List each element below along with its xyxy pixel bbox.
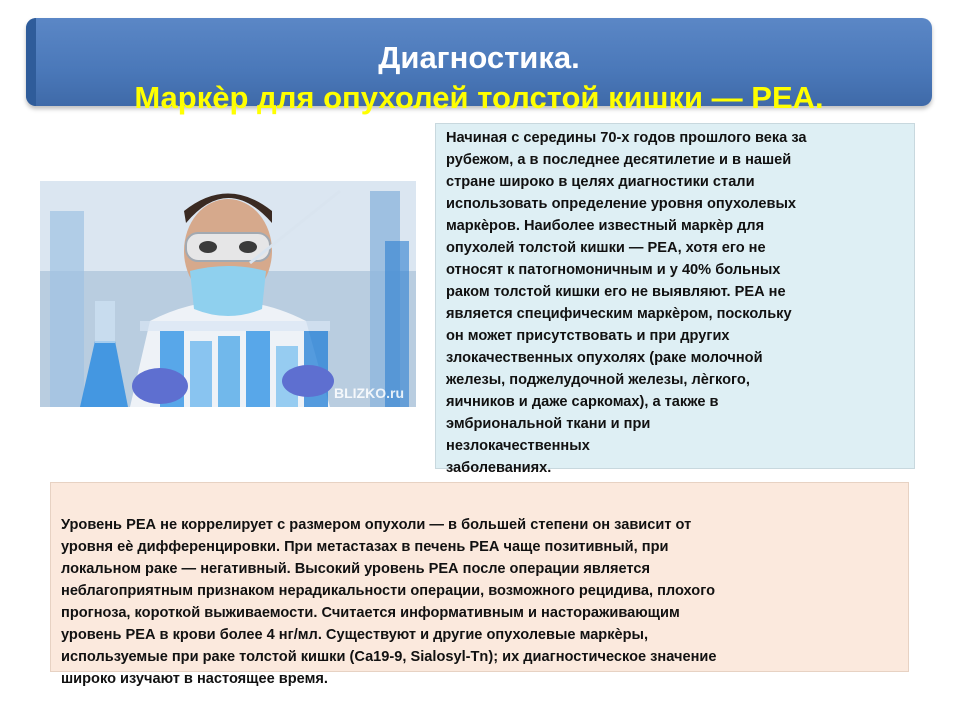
info-box-right <box>435 123 915 476</box>
lab-scene-illustration <box>40 181 416 407</box>
photo-watermark: BLIZKO.ru <box>334 385 404 401</box>
right-paragraph: Начиная с середины 70-х годов прошлого века за рубежом, а в последнее десятилетие и в нашей стране широко в целях диагностики стали использовать определение уровня опухолевых маркѐров. Наиболее известный маркѐр для опухолей толстой кишки — РЕА, хотя его не относят к патогномоничным и у 40% больных раком толстой кишки его не выявляют. РЕА не является специфическим маркѐром, поскольку он может присутствовать и при других злокачественных опухолях (раке молочной железы, поджелудочной железы, лѐгкого, яичников и даже саркомах), а также в эмбриональной ткани и при незлокачественных заболеваниях. <box>446 130 807 476</box>
slide-title: Диагностика. <box>378 40 580 75</box>
title-banner <box>26 18 932 115</box>
slide-subtitle: Маркѐр для опухолей толстой кишки — РЕА. <box>134 80 824 115</box>
info-box-bottom <box>50 482 909 687</box>
bottom-paragraph: Уровень РЕА не коррелирует с размером опухоли — в большей степени он зависит от уровня еѐ дифференцировки. При метастазах в печень РЕА чаще позитивный, при локальном раке — негативный. Высокий уровень РЕА после операции является неблагоприятным признаком нерадикальности операции, возможного рецидива, плохого прогноза, короткой выживаемости. Считается информативным и настораживающим уровень РЕА в крови более 4 нг/мл. Существуют и другие опухолевые маркѐры, используемые при раке толстой кишки (Са19-9, Sialosyl-Tn); их диагностическое значение широко изучают в настоящее время. <box>61 517 717 687</box>
lab-scientist-photo <box>40 181 416 407</box>
